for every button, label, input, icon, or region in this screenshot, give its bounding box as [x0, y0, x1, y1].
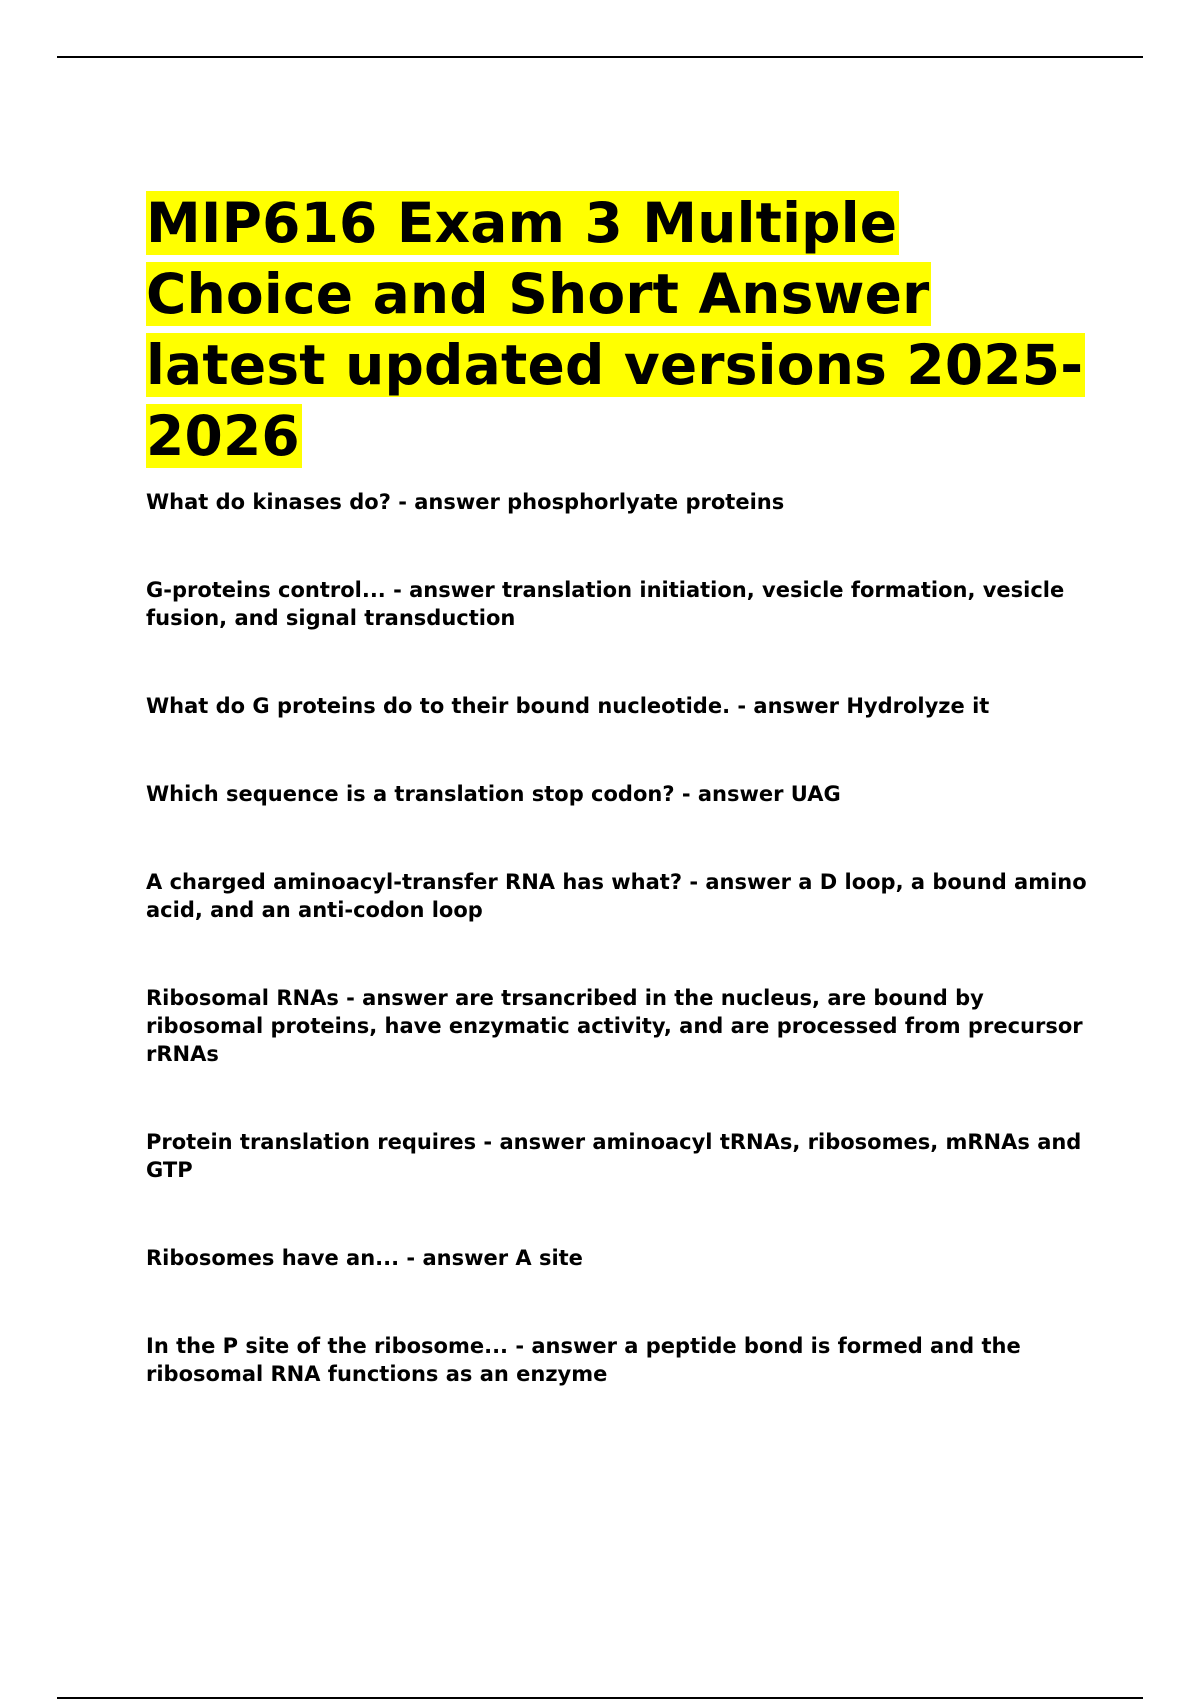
qa-item: What do kinases do? - answer phosphorlyate proteins	[146, 490, 785, 514]
qa-item: A charged aminoacyl-transfer RNA has what? - answer a D loop, a bound amino acid, and an anti-codon loop	[146, 870, 1087, 922]
qa-item: In the P site of the ribosome... - answer a peptide bond is formed and the ribosomal RNA functions as an enzyme	[146, 1334, 1021, 1386]
bottom-rule	[57, 1697, 1143, 1699]
qa-item: Protein translation requires - answer aminoacyl tRNAs, ribosomes, mRNAs and GTP	[146, 1130, 1082, 1182]
document-body	[146, 188, 1096, 1388]
qa-item: Ribosomal RNAs - answer are trsancribed in the nucleus, are bound by ribosomal proteins, have enzymatic activity, and are processed from precursor rRNAs	[146, 986, 1083, 1066]
title-highlight: MIP616 Exam 3 Multiple Choice and Short Answer latest updated versions 2025-2026	[146, 191, 1084, 468]
qa-item: G-proteins control... - answer translation initiation, vesicle formation, vesicle fusion, and signal transduction	[146, 578, 1065, 630]
top-rule	[57, 56, 1143, 58]
qa-item: Which sequence is a translation stop codon? - answer UAG	[146, 782, 841, 806]
qa-list	[146, 488, 1096, 1388]
qa-item: What do G proteins do to their bound nucleotide. - answer Hydrolyze it	[146, 694, 990, 718]
document-title	[146, 188, 1096, 472]
qa-item: Ribosomes have an... - answer A site	[146, 1246, 583, 1270]
